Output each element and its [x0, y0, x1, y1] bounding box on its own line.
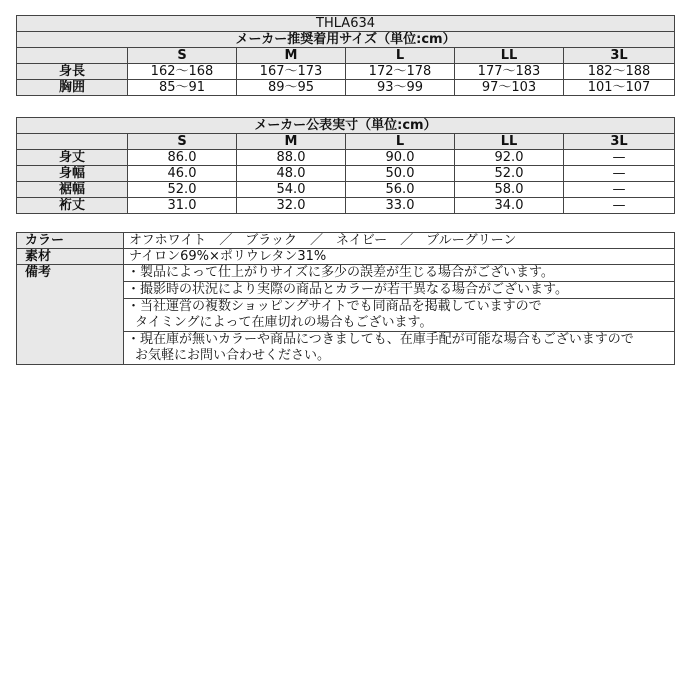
table-cell: 93〜99: [346, 80, 455, 96]
table-cell: 32.0: [237, 198, 346, 214]
table-cell: 34.0: [455, 198, 564, 214]
table-cell: 52.0: [128, 182, 237, 198]
note-item: [124, 282, 674, 299]
note-line: ・当社運営の複数ショッピングサイトでも同商品を掲載していますので: [127, 299, 542, 314]
size-header: S: [128, 48, 237, 64]
table-cell: 52.0: [455, 166, 564, 182]
table-cell: 50.0: [346, 166, 455, 182]
size-header: LL: [455, 48, 564, 64]
note-item: [124, 265, 674, 282]
table-cell: 172〜178: [346, 64, 455, 80]
model-number: THLA634: [17, 16, 675, 32]
table-row: [17, 80, 675, 96]
table-row: [17, 182, 675, 198]
note-item: [124, 332, 674, 364]
size-header: 3L: [564, 48, 675, 64]
table-cell: 88.0: [237, 150, 346, 166]
row-label-hem: 裾幅: [17, 182, 128, 198]
color-label: カラー: [17, 233, 124, 249]
row-label-length: 身丈: [17, 150, 128, 166]
note-line: ・製品によって仕上がりサイズに多少の誤差が生じる場合がございます。: [127, 265, 554, 280]
table-cell: 97〜103: [455, 80, 564, 96]
table-cell: 90.0: [346, 150, 455, 166]
recommended-size-table: [16, 15, 675, 96]
size-header: L: [346, 134, 455, 150]
table-row: [17, 150, 675, 166]
size-header: LL: [455, 134, 564, 150]
table-cell: 56.0: [346, 182, 455, 198]
table-cell: 46.0: [128, 166, 237, 182]
table-cell: 177〜183: [455, 64, 564, 80]
table-cell: 85〜91: [128, 80, 237, 96]
table-cell: 101〜107: [564, 80, 675, 96]
size-header: L: [346, 48, 455, 64]
note-line: お気軽にお問い合わせください。: [135, 348, 331, 363]
notes-list: [124, 265, 675, 365]
color-value: オフホワイト ／ ブラック ／ ネイビー ／ ブルーグリーン: [124, 233, 675, 249]
size-header: S: [128, 134, 237, 150]
row-label-chest: 胸囲: [17, 80, 128, 96]
size-header: M: [237, 134, 346, 150]
material-label: 素材: [17, 249, 124, 265]
material-value: ナイロン69%×ポリウレタン31%: [124, 249, 675, 265]
table-row: [17, 166, 675, 182]
size-header: 3L: [564, 134, 675, 150]
table-cell: 54.0: [237, 182, 346, 198]
table-cell: —: [564, 166, 675, 182]
row-label-width: 身幅: [17, 166, 128, 182]
note-line: タイミングによって在庫切れの場合もございます。: [135, 315, 433, 330]
table-cell: 89〜95: [237, 80, 346, 96]
table-row: [17, 249, 675, 265]
table-row: [17, 233, 675, 249]
row-label-sleeve: 裄丈: [17, 198, 128, 214]
notes-label: 備考: [17, 265, 124, 365]
note-line: ・撮影時の状況により実際の商品とカラーが若干異なる場合がございます。: [127, 282, 568, 297]
table-cell: —: [564, 182, 675, 198]
table-cell: 31.0: [128, 198, 237, 214]
actual-size-title: メーカー公表実寸（単位:cm）: [17, 118, 675, 134]
actual-size-table: [16, 117, 675, 214]
table-cell: 86.0: [128, 150, 237, 166]
product-info-table: [16, 232, 675, 365]
table-row: [17, 64, 675, 80]
table-cell: —: [564, 198, 675, 214]
table-cell: 162〜168: [128, 64, 237, 80]
table-cell: 58.0: [455, 182, 564, 198]
table-cell: —: [564, 150, 675, 166]
table-cell: 182〜188: [564, 64, 675, 80]
row-label-height: 身長: [17, 64, 128, 80]
table-cell: 48.0: [237, 166, 346, 182]
table-cell: 33.0: [346, 198, 455, 214]
table-row: [17, 198, 675, 214]
note-item: [124, 299, 674, 332]
recommended-size-title: メーカー推奨着用サイズ（単位:cm）: [17, 32, 675, 48]
table-row: [17, 265, 675, 365]
table-cell: 92.0: [455, 150, 564, 166]
corner-cell: [17, 48, 128, 64]
size-header: M: [237, 48, 346, 64]
note-line: ・現在庫が無いカラーや商品につきましても、在庫手配が可能な場合もございますので: [127, 332, 634, 347]
table-cell: 167〜173: [237, 64, 346, 80]
corner-cell: [17, 134, 128, 150]
